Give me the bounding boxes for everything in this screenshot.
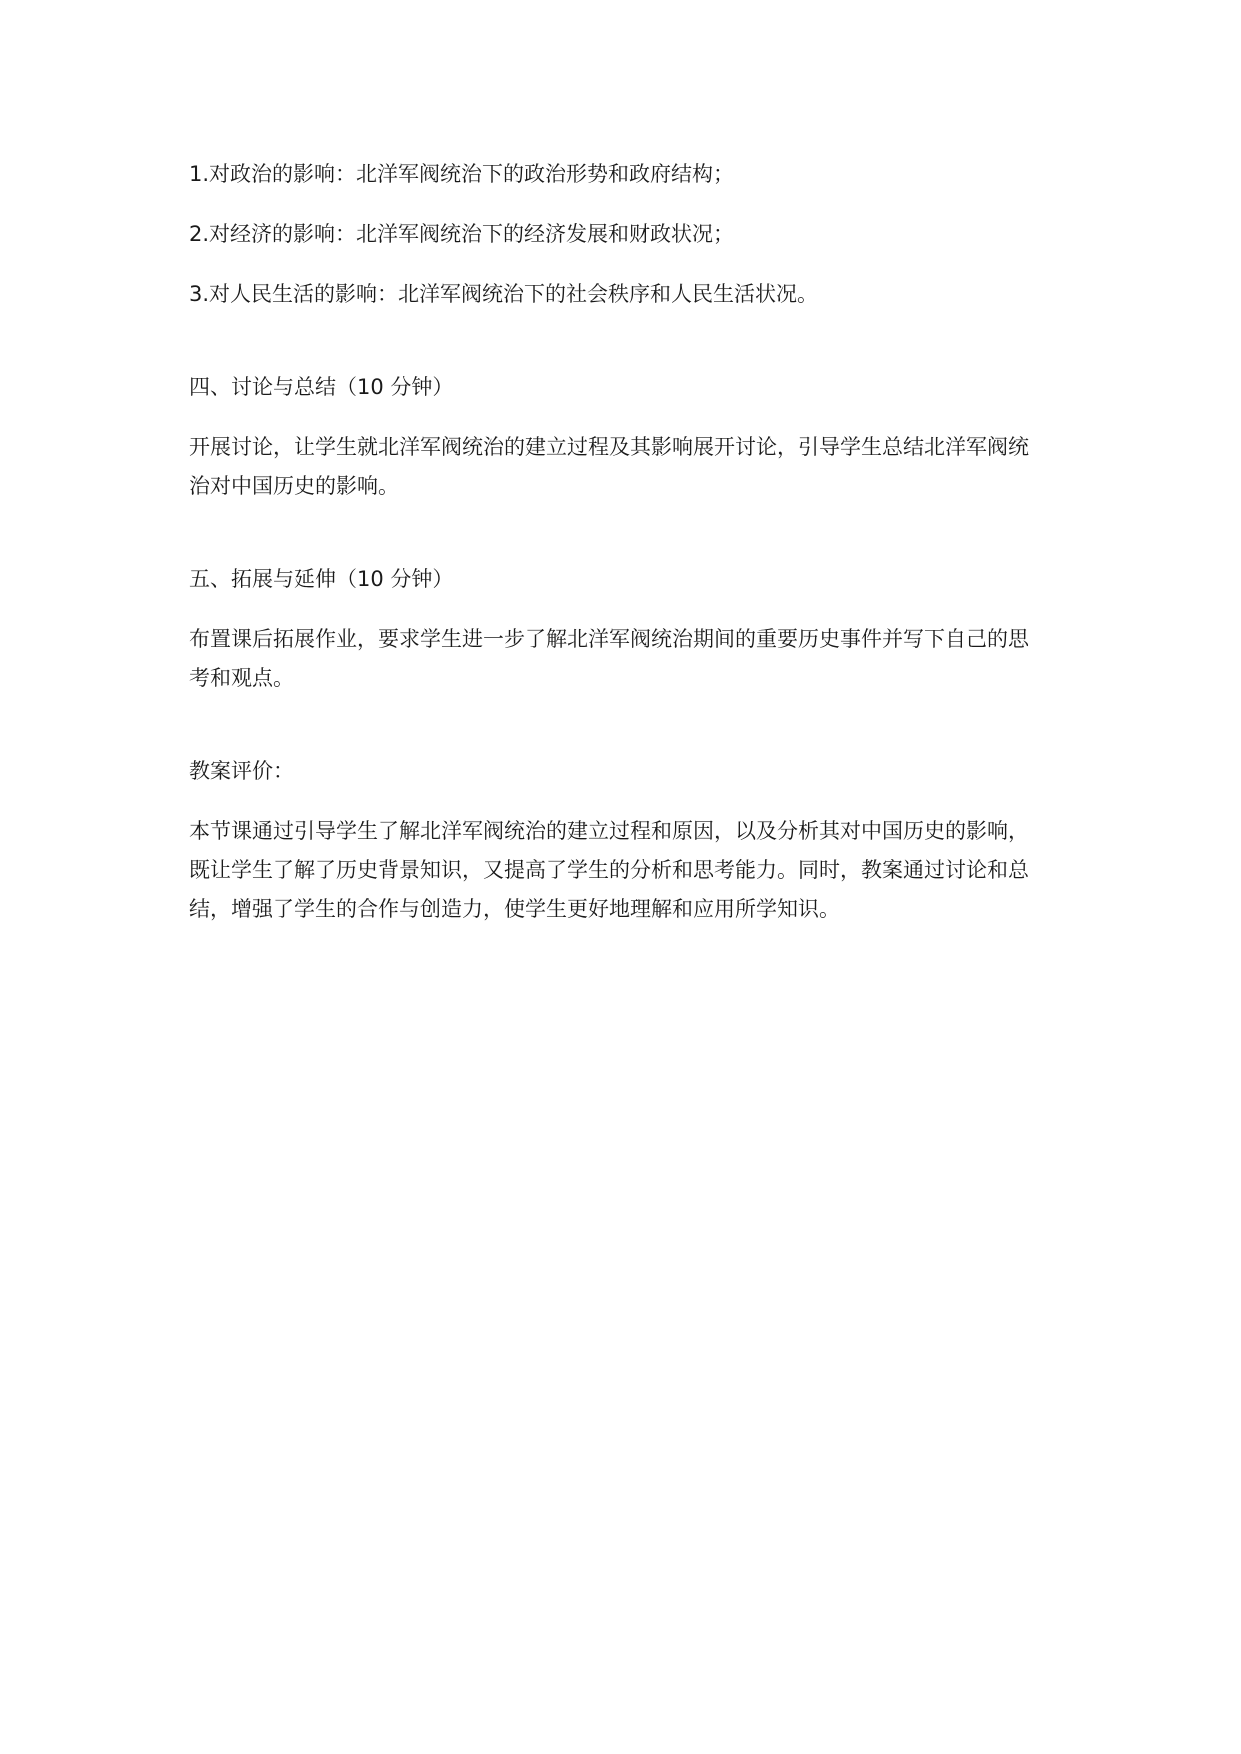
impact-list xyxy=(189,155,1047,314)
section-body-extension: 布置课后拓展作业，要求学生进一步了解北洋军阀统治期间的重要历史事件并写下自己的思考和观点。 xyxy=(189,627,1029,690)
section-title-evaluation: 教案评价： xyxy=(189,759,294,783)
list-item-livelihood: 3.对人民生活的影响：北洋军阀统治下的社会秩序和人民生活状况。 xyxy=(189,282,819,306)
list-item-political: 1.对政治的影响：北洋军阀统治下的政治形势和政府结构； xyxy=(189,162,735,186)
document-content xyxy=(189,155,1047,929)
list-item-economic: 2.对经济的影响：北洋军阀统治下的经济发展和财政状况； xyxy=(189,222,735,246)
section-body-evaluation: 本节课通过引导学生了解北洋军阀统治的建立过程和原因，以及分析其对中国历史的影响，既让学生了解了历史背景知识，又提高了学生的分析和思考能力。同时，教案通过讨论和总结，增强了学生的合作与创造力，使学生更好地理解和应用所学知识。 xyxy=(189,819,1029,921)
section-extension xyxy=(189,560,1047,698)
section-evaluation xyxy=(189,752,1047,929)
section-title-extension: 五、拓展与延伸（10 分钟） xyxy=(189,567,454,591)
section-title-discussion: 四、讨论与总结（10 分钟） xyxy=(189,375,454,399)
section-discussion xyxy=(189,368,1047,506)
section-body-discussion: 开展讨论，让学生就北洋军阀统治的建立过程及其影响展开讨论，引导学生总结北洋军阀统治对中国历史的影响。 xyxy=(189,435,1029,498)
